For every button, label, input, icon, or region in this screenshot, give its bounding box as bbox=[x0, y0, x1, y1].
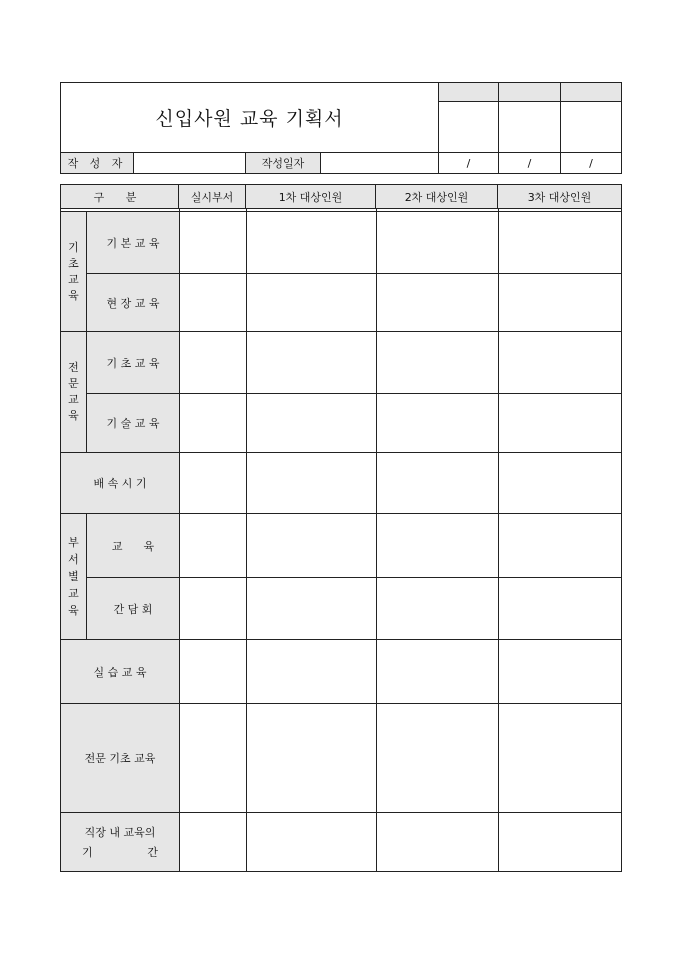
header-round-2: 2차 대상인원 bbox=[376, 185, 498, 208]
row-label-foundation-edu: 기 초 교 육 bbox=[106, 356, 160, 370]
row-label-assignment: 배 속 시 기 bbox=[93, 477, 147, 490]
approval-label-3 bbox=[561, 83, 621, 102]
group-basic-label bbox=[61, 212, 86, 331]
date-label: 작성일자 bbox=[246, 153, 321, 173]
page-title: 신입사원 교육 기획서 bbox=[155, 107, 344, 130]
col-line-dept bbox=[179, 208, 180, 871]
group-basic-text: 기초교육 bbox=[68, 240, 79, 302]
row-label-meeting: 간 담 회 bbox=[113, 602, 153, 616]
row-label-practice: 실 습 교 육 bbox=[93, 665, 147, 679]
ojt-line-2 bbox=[82, 844, 158, 860]
approval-date-2[interactable]: / bbox=[527, 156, 532, 170]
author-field[interactable] bbox=[134, 153, 246, 173]
col-line-r1 bbox=[246, 208, 247, 871]
header-round-1: 1차 대상인원 bbox=[246, 185, 376, 208]
ojt-line-1: 직장 내 교육의 bbox=[84, 826, 156, 839]
approval-date-3[interactable]: / bbox=[589, 156, 593, 170]
row-label-basic-edu: 기 본 교 육 bbox=[106, 236, 160, 250]
row-label-skill-edu: 기 술 교 육 bbox=[106, 417, 160, 430]
approval-date-1[interactable]: / bbox=[466, 156, 471, 170]
header-dept: 실시부서 bbox=[179, 185, 246, 208]
header-round-3: 3차 대상인원 bbox=[498, 185, 621, 208]
group-dept-text: 부서별교육 bbox=[68, 536, 79, 617]
ojt-line-2-left: 기 bbox=[82, 846, 93, 859]
approval-label-2 bbox=[499, 83, 560, 102]
group-dept-label bbox=[61, 514, 86, 639]
approval-label-1 bbox=[439, 83, 498, 102]
header-category: 구 분 bbox=[61, 185, 179, 208]
row-label-field-edu: 현 장 교 육 bbox=[106, 296, 160, 310]
col-line-r2 bbox=[376, 208, 377, 871]
author-label: 작 성 자 bbox=[61, 153, 134, 173]
ojt-line-2-right: 간 bbox=[147, 846, 158, 859]
row-label-expert-basic: 전문 기초 교육 bbox=[84, 752, 156, 765]
row-label-ojt-period bbox=[61, 813, 179, 871]
col-line-r3 bbox=[498, 208, 499, 871]
date-field[interactable] bbox=[321, 153, 438, 173]
group-expert-text: 전문교육 bbox=[68, 361, 79, 422]
group-expert-label bbox=[61, 332, 86, 452]
row-label-education: 교 육 bbox=[111, 539, 155, 553]
